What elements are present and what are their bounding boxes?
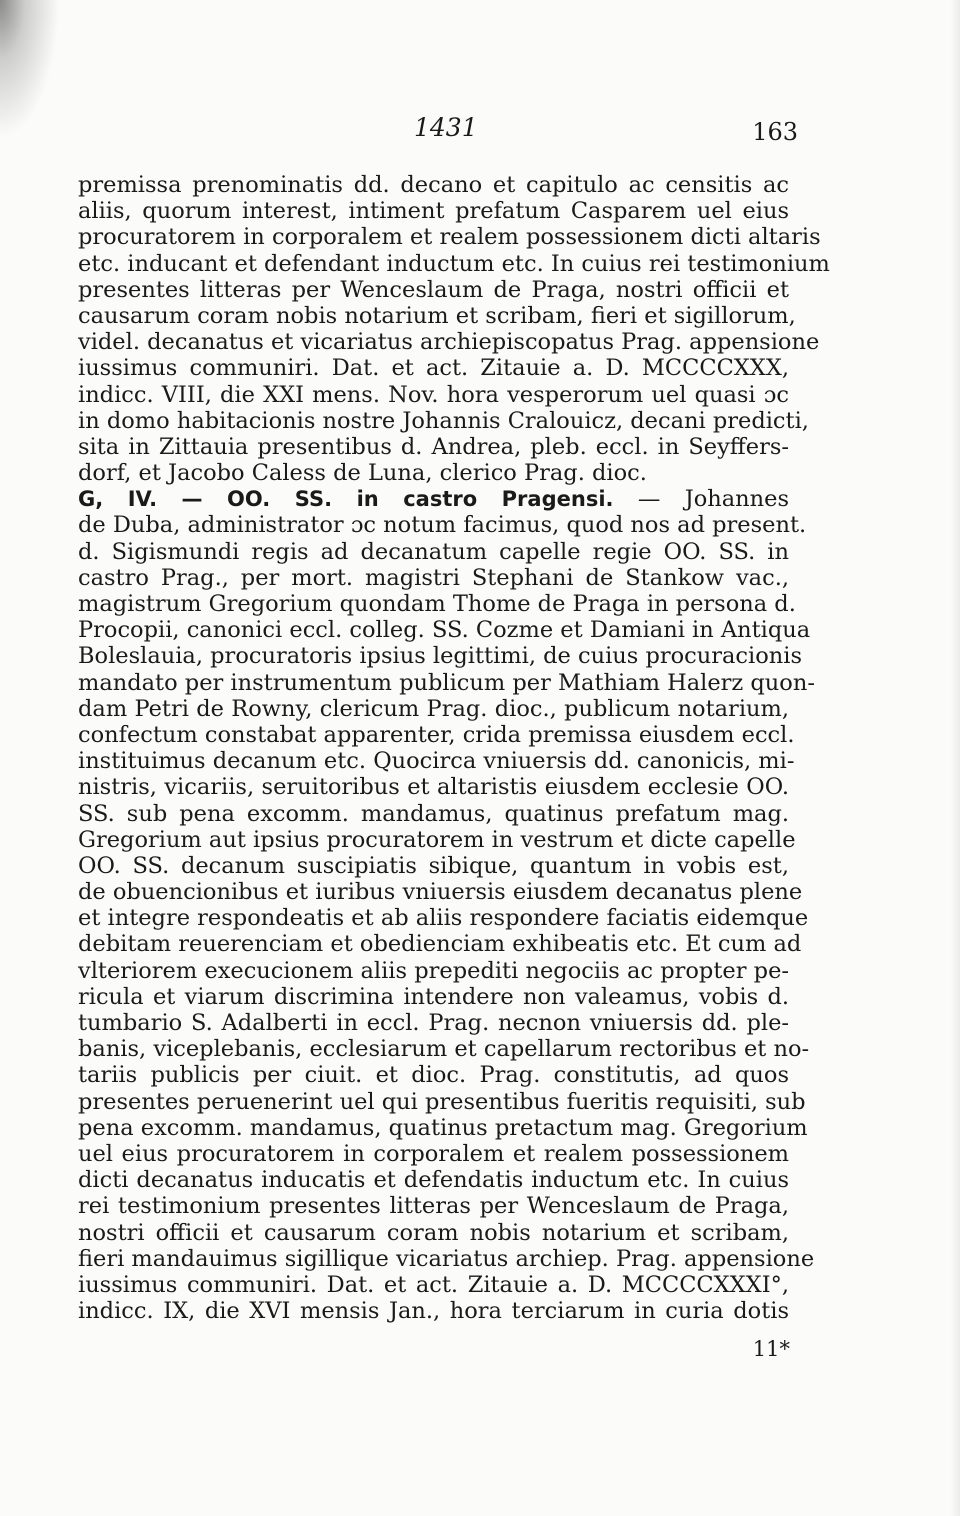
text-line: confectum constabat apparenter, crida premissa eiusdem eccl. — [78, 721, 795, 748]
text-line: mandato per instrumentum publicum per Mathiam Halerz quon- — [78, 669, 815, 696]
running-head-year: 1431 — [414, 113, 478, 142]
text-line: ricula et viarum discrimina intendere non valeamus, vobis d. — [78, 983, 789, 1010]
text-line: pena excomm. mandamus, quatinus pretactum mag. Gregorium — [78, 1114, 808, 1141]
text-line: iussimus communiri. Dat. et act. Zitauie a. D. MCCCCXXXI°, — [78, 1271, 789, 1298]
text-line: magistrum Gregorium quondam Thome de Praga in persona d. — [78, 591, 796, 617]
section-heading-line — [78, 486, 789, 512]
text-line: rei testimonium presentes litteras per Wenceslaum de Praga, — [78, 1193, 789, 1220]
text-line: banis, viceplebanis, ecclesiarum et capellarum rectoribus et no- — [78, 1036, 810, 1063]
sheet-signature: 11* — [752, 1337, 790, 1361]
scan-shadow — [0, 0, 60, 140]
text-line: vlteriorem execucionem aliis prepediti negociis ac propter pe- — [78, 957, 789, 984]
text-line: dam Petri de Rowny, clericum Prag. dioc., publicum notarium, — [78, 695, 789, 722]
text-line: dicti decanatus inducatis et defendatis inductum etc. In cuius — [78, 1167, 789, 1194]
text-line: uel eius procuratorem in corporalem et realem possessionem — [78, 1140, 789, 1167]
text-line: instituimus decanum etc. Quocirca vniuersis dd. canonicis, mi- — [78, 748, 795, 775]
text-line: dorf, et Jacobo Caless de Luna, clerico Prag. dioc. — [78, 460, 647, 487]
text-line: iussimus communiri. Dat. et act. Zitauie a. D. MCCCCXXX, — [78, 355, 789, 382]
section-heading-continuation: — Johannes — [613, 486, 790, 513]
text-line: de obuencionibus et iuribus vniuersis eiusdem decanatus plene — [78, 879, 803, 906]
text-line: debitam reuerenciam et obedienciam exhibeatis etc. Et cum ad — [78, 931, 802, 958]
text-line: aliis, quorum interest, intiment prefatum Casparem uel eius — [78, 198, 789, 225]
text-line: presentes litteras per Wenceslaum de Praga, nostri officii et — [78, 276, 789, 303]
running-head — [78, 113, 798, 153]
page-edge — [950, 0, 960, 1516]
page-number: 163 — [752, 118, 798, 146]
text-line: fieri mandauimus sigillique vicariatus archiep. Prag. appensione — [78, 1245, 815, 1272]
text-line: indicc. IX, die XVI mensis Jan., hora terciarum in curia dotis — [78, 1298, 789, 1325]
text-line: causarum coram nobis notarium et scribam, fieri et sigillorum, — [78, 302, 796, 329]
text-line: tariis publicis per ciuit. et dioc. Prag. constitutis, ad quos — [78, 1062, 789, 1089]
text-line: de Duba, administrator ɔc notum facimus, quod nos ad present. — [78, 512, 807, 539]
text-line: castro Prag., per mort. magistri Stephani de Stankow vac., — [78, 564, 789, 591]
body-text — [78, 172, 830, 1325]
text-line: indicc. VIII, die XXI mens. Nov. hora vesperorum uel quasi ɔc — [78, 381, 789, 408]
text-line: SS. sub pena excomm. mandamus, quatinus prefatum mag. — [78, 800, 789, 827]
section-heading: G, IV. — OO. SS. in castro Pragensi. — [78, 487, 614, 512]
text-line: sita in Zittauia presentibus d. Andrea, pleb. eccl. in Seyffers- — [78, 433, 789, 460]
text-line: premissa prenominatis dd. decano et capitulo ac censitis ac — [78, 172, 789, 198]
text-line: videl. decanatus et vicariatus archiepiscopatus Prag. appensione — [78, 329, 820, 356]
text-line: OO. SS. decanum suscipiatis sibique, quantum in vobis est, — [78, 852, 789, 879]
text-line: et integre respondeatis et ab aliis respondere faciatis eidemque — [78, 905, 809, 932]
text-line: d. Sigismundi regis ad decanatum capelle regie OO. SS. in — [78, 538, 789, 565]
text-line: etc. inducant et defendant inductum etc. In cuius rei testimonium — [78, 250, 830, 277]
text-line: in domo habitacionis nostre Johannis Cralouicz, decani predicti, — [78, 407, 809, 434]
text-line: tumbario S. Adalberti in eccl. Prag. necnon vniuersis dd. ple- — [78, 1010, 789, 1036]
text-line: nostri officii et causarum coram nobis notarium et scribam, — [78, 1219, 789, 1246]
text-line: Boleslauia, procuratoris ipsius legittimi, de cuius procuracionis — [78, 643, 803, 670]
text-line: Procopii, canonici eccl. colleg. SS. Cozme et Damiani in Antiqua — [78, 617, 811, 644]
text-line: Gregorium aut ipsius procuratorem in vestrum et dicte capelle — [78, 826, 796, 853]
text-line: nistris, vicariis, seruitoribus et altaristis eiusdem ecclesie OO. — [78, 774, 789, 801]
text-line: procuratorem in corporalem et realem possessionem dicti altaris — [78, 224, 821, 251]
text-line: presentes peruenerint uel qui presentibus fueritis requisiti, sub — [78, 1088, 806, 1115]
